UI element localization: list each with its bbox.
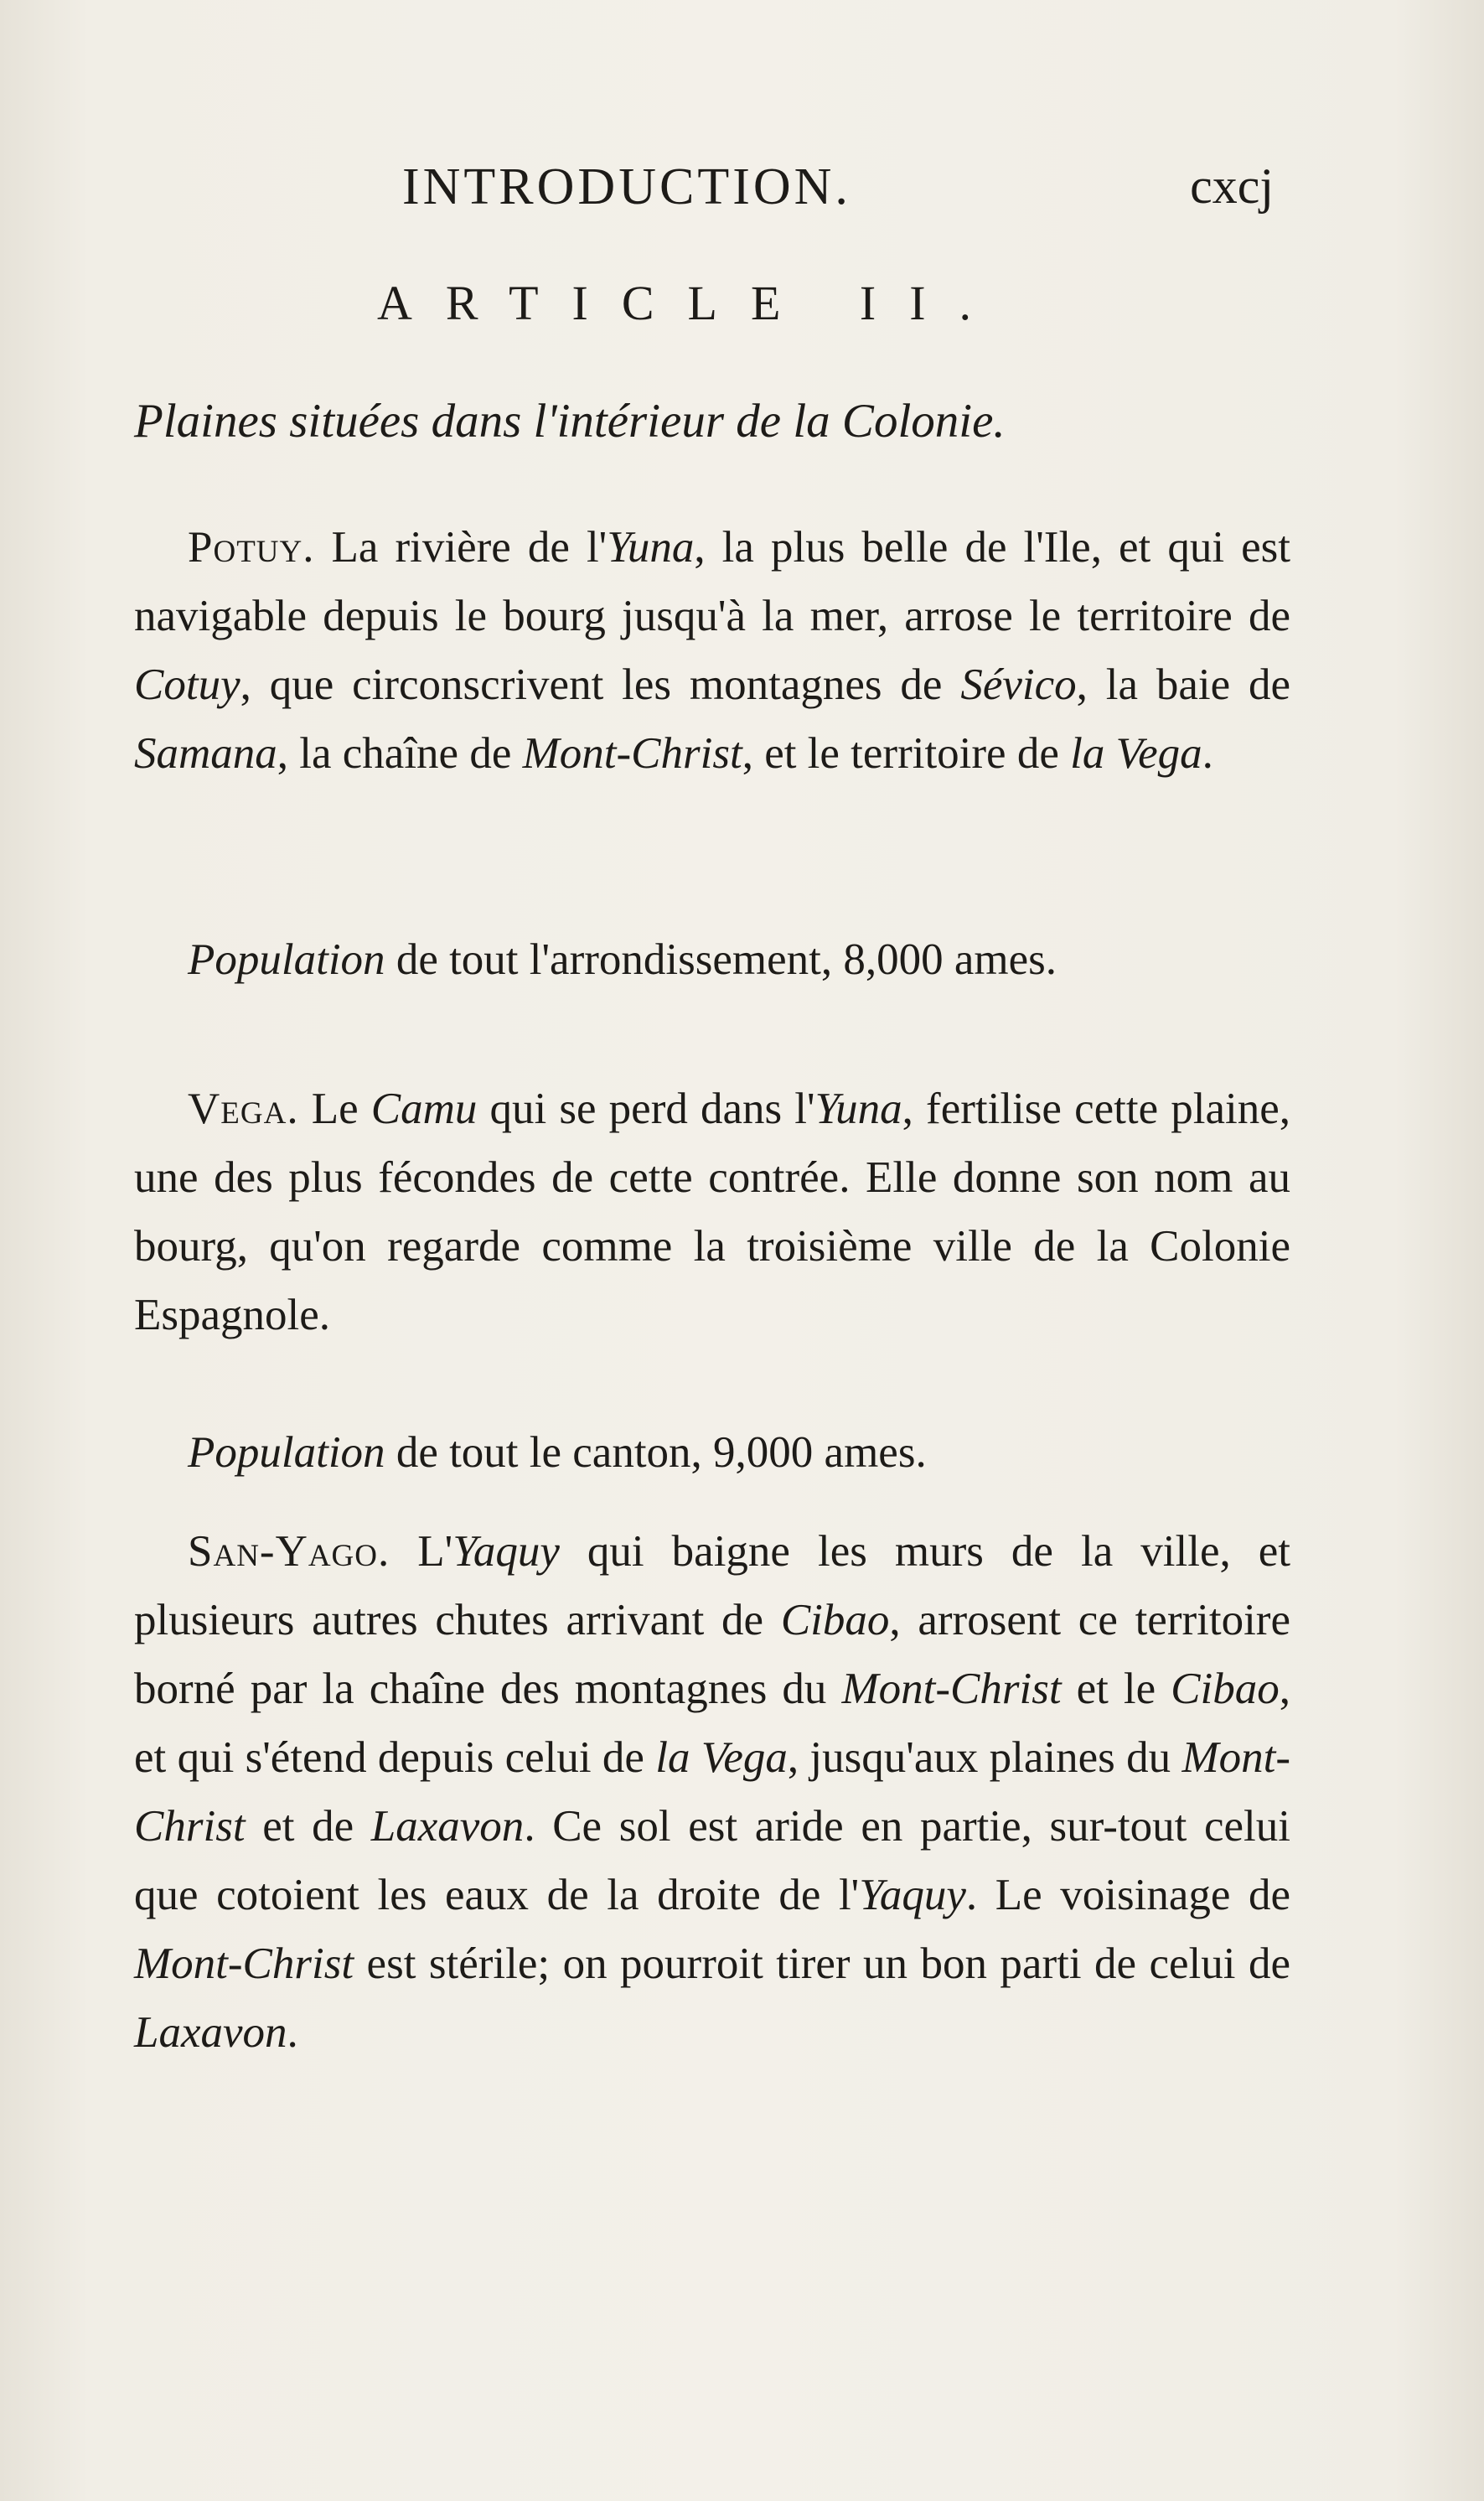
place-name: Mont-Christ [841, 1665, 1062, 1713]
paragraph-san-yago [134, 1517, 1290, 2067]
place-name: Laxavon [370, 1802, 525, 1851]
text-run: L' [390, 1527, 453, 1576]
text-run: et de [245, 1802, 371, 1851]
text-run: , la chaîne de [277, 729, 523, 778]
text-run: . Le voisinage de [965, 1871, 1290, 1919]
paragraph-lead: Potuy. [188, 523, 315, 572]
place-name: Yuna [607, 523, 695, 572]
text-run: de tout le canton, 9,000 ames. [385, 1428, 927, 1477]
paragraph-population-potuy [134, 925, 1290, 994]
place-name: Camu [370, 1085, 478, 1133]
text-run: , arrosent ce territoire borné par la chaîne des montagnes du [134, 1596, 1290, 1713]
population-label: Population [188, 935, 385, 984]
running-title: INTRODUCTION. [402, 158, 851, 215]
text-run: , et le territoire de [742, 729, 1071, 778]
text-run: , la baie de [1076, 660, 1291, 709]
place-name: la Vega [655, 1733, 788, 1782]
text-run: Le [298, 1085, 371, 1133]
text-run: est stérile; on pourroit tirer un bon parti de celui de [354, 1939, 1290, 1988]
place-name: Laxavon [134, 2008, 287, 2057]
place-name: Cibao [780, 1596, 890, 1644]
article-subtitle: Plaines situées dans l'intérieur de la Colonie. [134, 395, 1006, 448]
text-run: . [287, 2008, 298, 2057]
paragraph-potuy [134, 513, 1290, 788]
page-number: cxcj [1190, 158, 1274, 214]
text-run: , que circonscrivent les montagnes de [240, 660, 961, 709]
running-head [134, 158, 1307, 233]
place-name: Sévico [960, 660, 1077, 709]
text-run: , jusqu'aux plaines du [787, 1733, 1182, 1782]
place-name: Mont-Christ [522, 729, 742, 778]
population-label: Population [188, 1428, 385, 1477]
text-run: qui se perd dans l' [477, 1085, 815, 1133]
place-name: Cotuy [134, 660, 240, 709]
place-name: Yaquy [859, 1871, 966, 1919]
paragraph-lead: San-Yago. [188, 1527, 390, 1576]
text-run: , fertilise cette plaine, une des plus fécondes de cette contrée. Elle donne son nom au bourg, qu'on regarde comme la troisième ville de la Colonie Espagnole. [134, 1085, 1290, 1339]
paragraph-vega [134, 1074, 1290, 1349]
text-run: La rivière de l' [314, 523, 608, 572]
text-run: . [1202, 729, 1213, 778]
place-name: Samana [134, 729, 277, 778]
place-name: Mont-Christ [134, 1733, 1290, 1851]
paragraph-lead: Vega. [188, 1085, 299, 1133]
text-run: . Ce sol est aride en partie, sur-tout celui que cotoient les eaux de la droite de l' [134, 1802, 1290, 1919]
text-run: qui baigne les murs de la ville, et plusieurs autres chutes arrivant de [134, 1527, 1290, 1644]
place-name: Yaquy [452, 1527, 560, 1576]
place-name: Yuna [814, 1085, 902, 1133]
text-run: , la plus belle de l'Ile, et qui est navigable depuis le bourg jusqu'à la mer, arrose le territoire de [134, 523, 1290, 640]
article-heading: ARTICLE II. [377, 276, 1006, 330]
paragraph-population-vega [134, 1418, 1290, 1487]
place-name: Mont-Christ [134, 1939, 354, 1988]
place-name: Cibao [1171, 1665, 1280, 1713]
place-name: la Vega [1070, 729, 1202, 778]
text-run: , et qui s'étend depuis celui de [134, 1665, 1290, 1782]
text-run: de tout l'arrondissement, 8,000 ames. [385, 935, 1057, 984]
text-run: et le [1061, 1665, 1171, 1713]
